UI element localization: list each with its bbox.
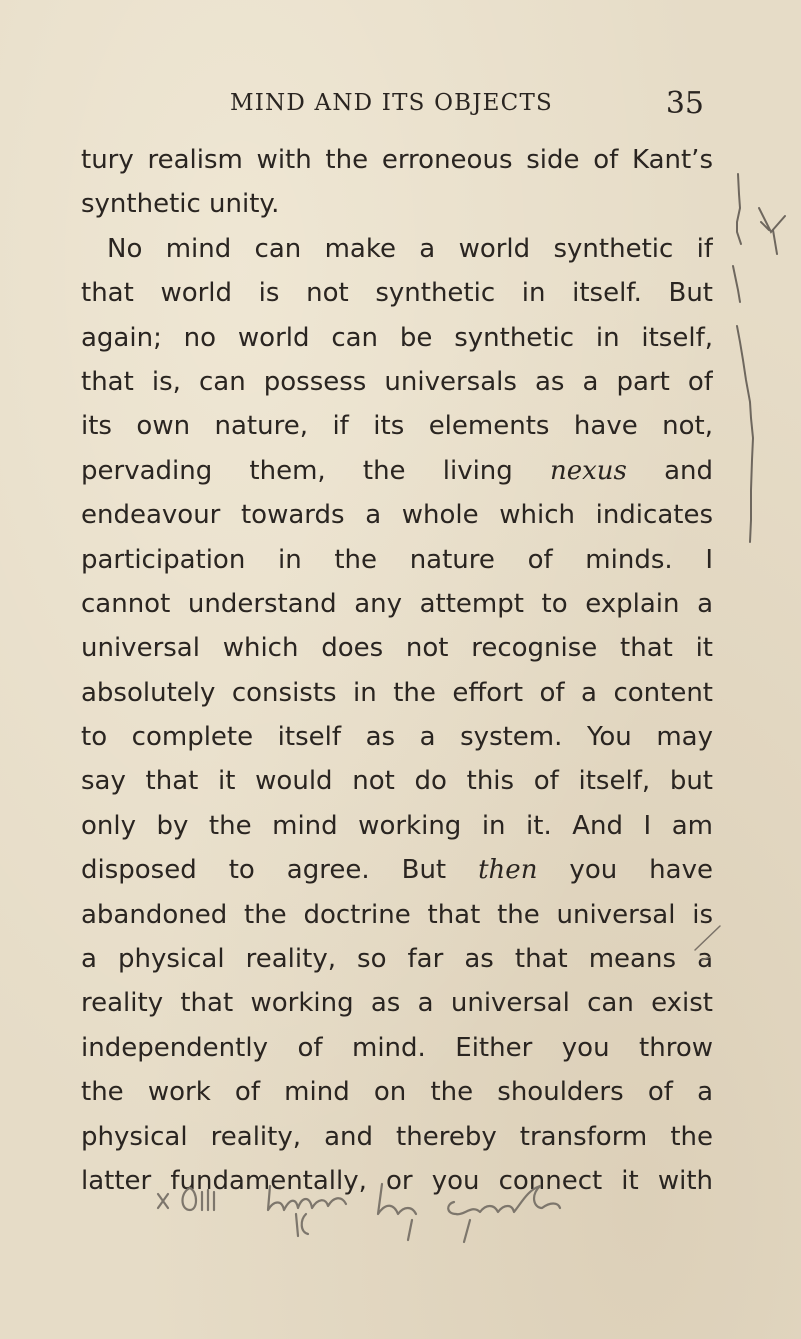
text-line [81,715,713,759]
text-line [81,1026,713,1070]
text-line [81,893,713,937]
text-line-segment: endeavour towards a whole which indicates [81,500,713,531]
text-line-segment: pervading them, the living [81,455,550,486]
text-line-segment: only by the mind working in it. And I am [81,810,713,841]
text-line [81,582,713,626]
text-line [81,404,713,448]
running-title: MIND AND ITS OBJECTS [230,90,553,116]
text-line [81,360,713,404]
text-line [81,138,713,182]
text-line-segment: you have [537,855,713,886]
italic-term: then [478,855,538,886]
pencil-tick-icon [690,910,730,970]
text-line [81,759,713,803]
text-line [81,316,713,360]
text-line-segment: abandoned the doctrine that the universal is [81,899,713,930]
handwritten-margin-mark [715,170,801,600]
text-line-segment: universal which does not recognise that it [81,633,713,664]
text-line [81,449,713,493]
text-line [81,493,713,537]
text-line [81,182,713,226]
running-head [230,86,704,126]
text-line [81,981,713,1025]
text-line [81,271,713,315]
text-line-segment: cannot understand any attempt to explain a [81,588,713,619]
text-line [81,538,713,582]
text-line [81,848,713,892]
italic-term: nexus [550,455,627,486]
text-line-segment: that is, can possess universals as a part of [81,366,713,397]
text-line-segment: the work of mind on the shoulders of a [81,1077,713,1108]
text-line [81,671,713,715]
text-line [81,626,713,670]
text-line-segment: that world is not synthetic in itself. But [81,278,713,309]
text-line-segment: disposed to agree. But [81,855,479,886]
text-line [81,804,713,848]
text-line-segment: tury realism with the erroneous side of Kant’s [81,145,713,175]
text-line-segment: physical reality, and thereby transform the [81,1121,713,1152]
text-line-segment: absolutely consists in the effort of a content [81,677,713,708]
page-number: 35 [665,86,704,121]
text-line-segment: again; no world can be synthetic in itself, [81,322,713,353]
text-line-segment: a physical reality, so far as that means a [81,944,713,975]
text-line [81,1115,713,1159]
text-line [81,1070,713,1114]
text-line-segment: independently of mind. Either you throw [81,1032,713,1063]
text-line-segment: say that it would not do this of itself, but [81,766,713,797]
text-line-segment: participation in the nature of minds. I [81,544,713,575]
text-line-segment: and [626,455,713,486]
text-line [81,227,713,271]
text-line-segment: its own nature, if its elements have not, [81,411,713,442]
text-line-segment: No mind can make a world synthetic if [107,233,713,264]
text-line-segment: to complete itself as a system. You may [81,722,713,753]
text-line-segment: synthetic unity. [81,189,280,220]
body-text [81,138,713,1203]
text-line-segment: latter fundamentally, or you connect it with [81,1165,713,1196]
handwritten-bottom-note [150,1180,710,1250]
text-line [81,937,713,981]
text-line-segment: reality that working as a universal can exist [81,988,713,1019]
